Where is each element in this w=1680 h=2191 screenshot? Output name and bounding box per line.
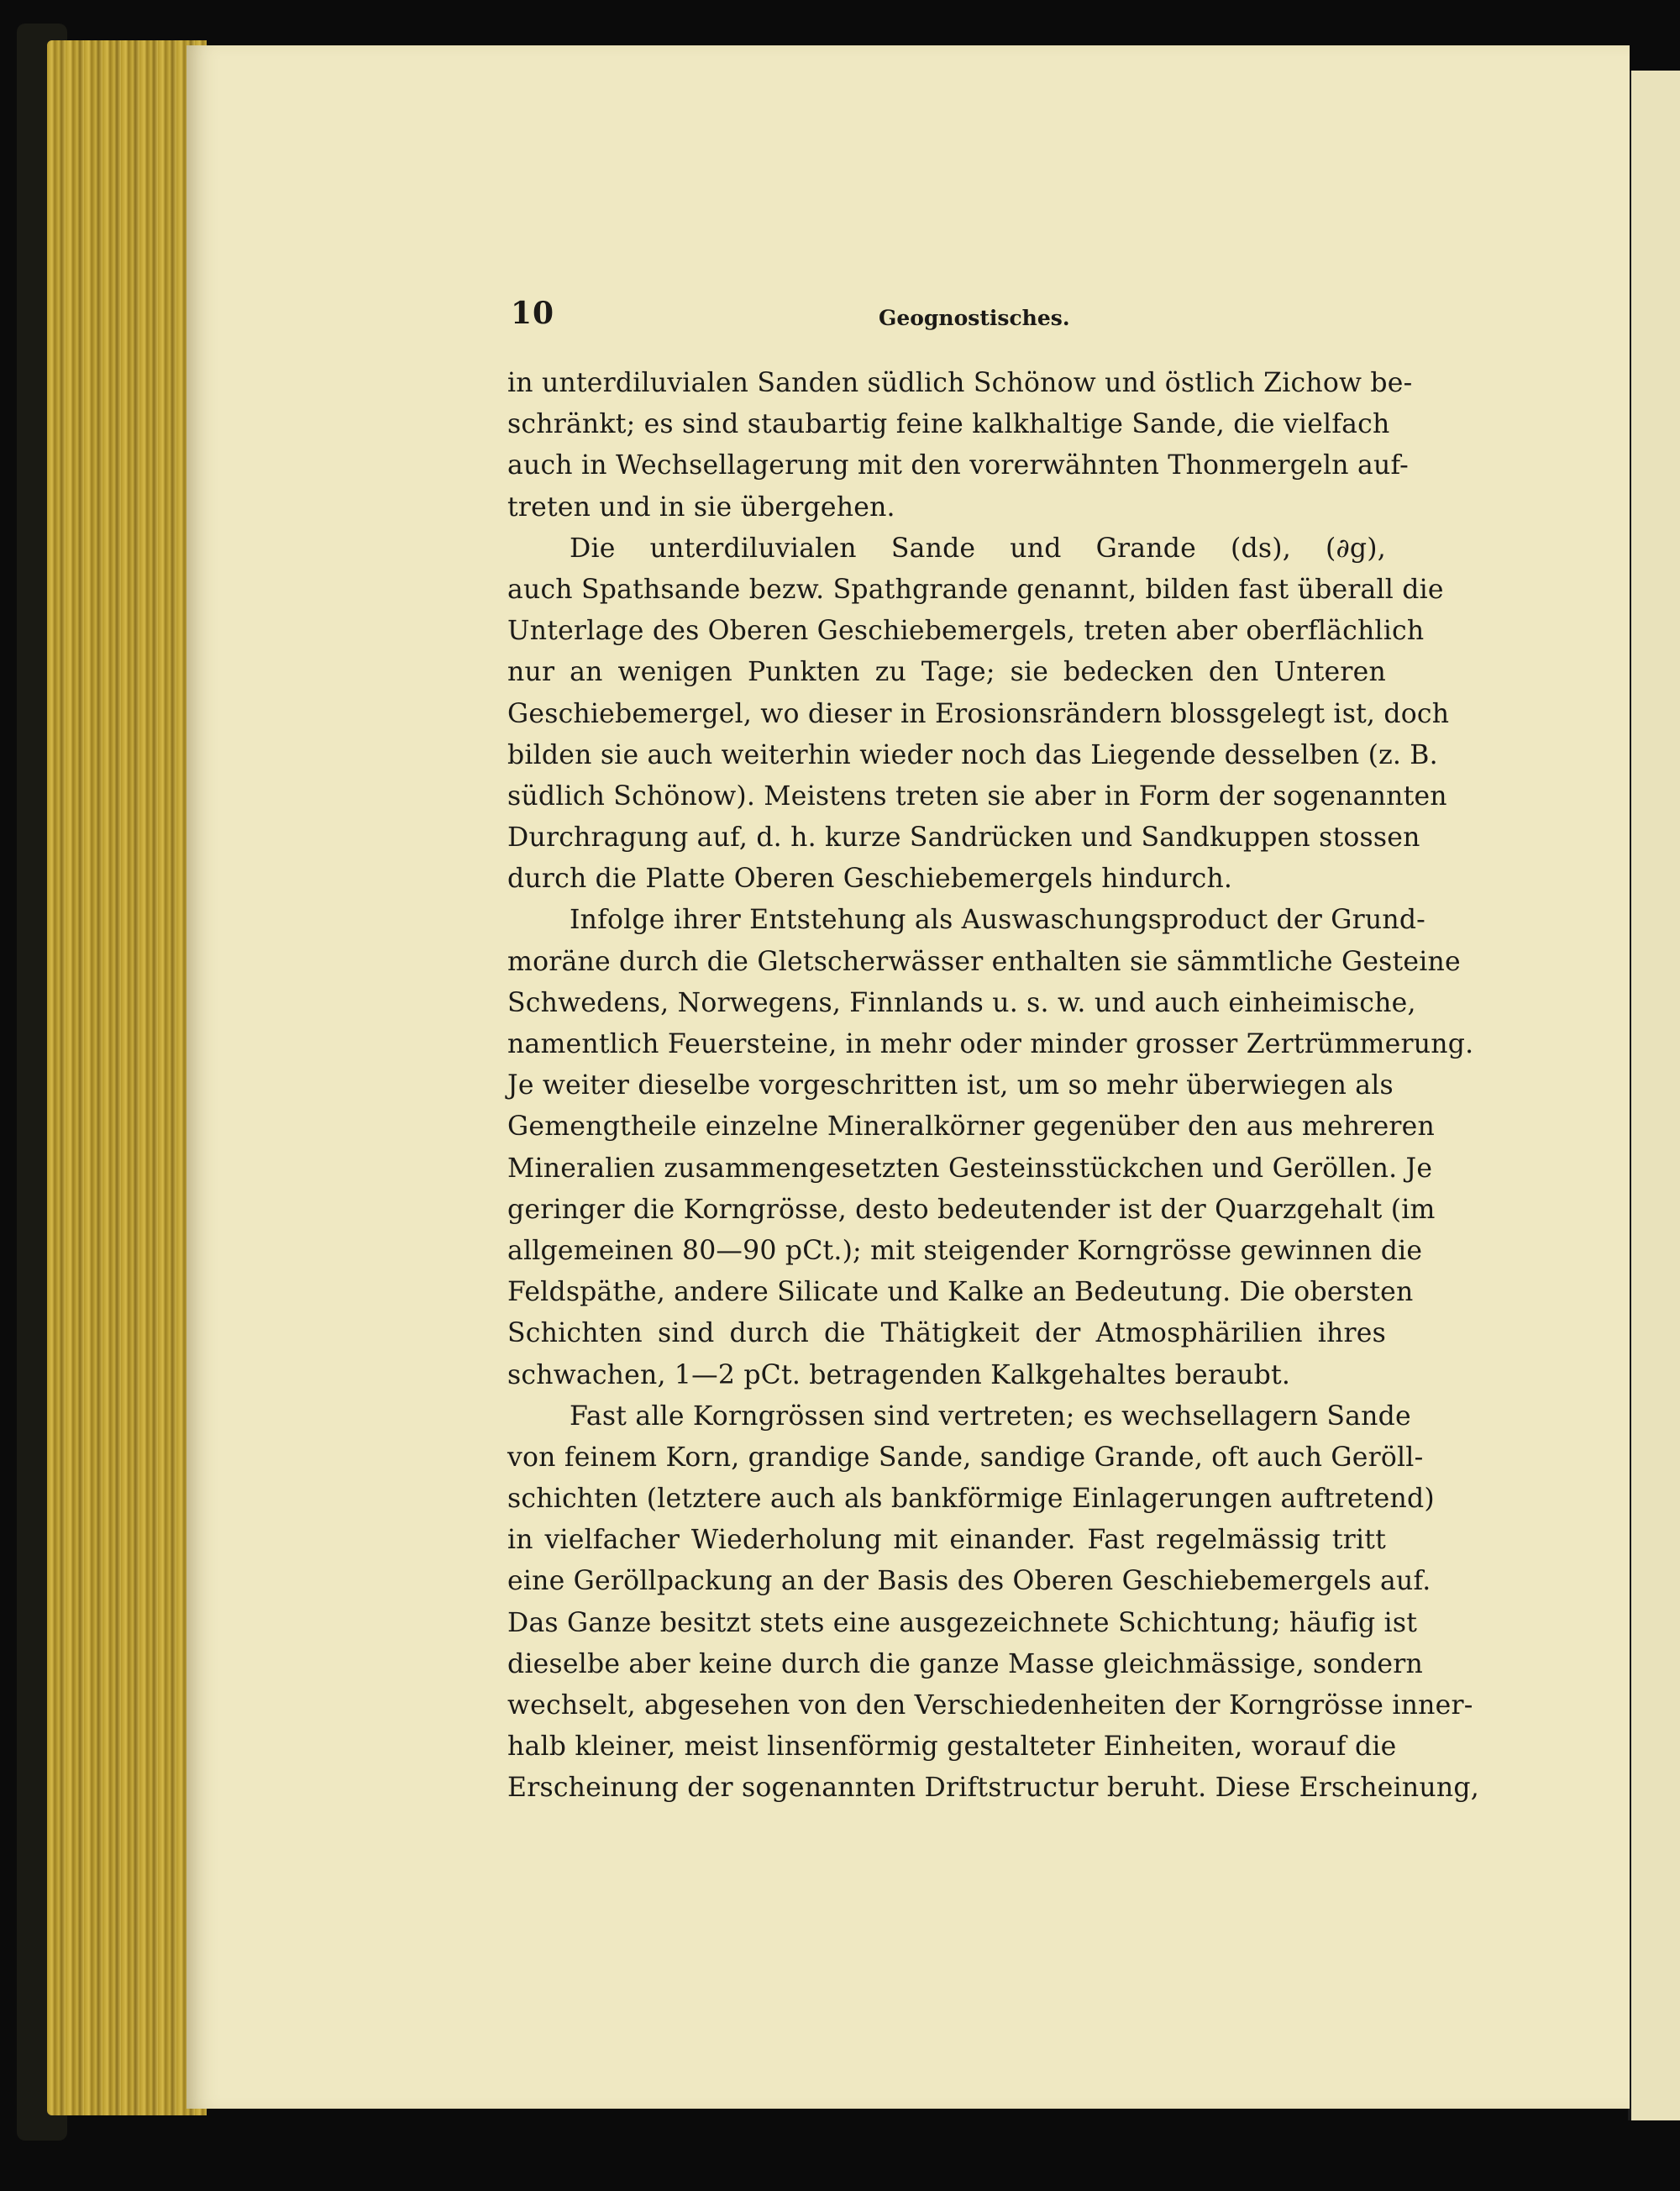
text-line: südlich Schönow). Meistens treten sie aber in Form der sogenannten — [507, 780, 1447, 812]
body-text — [507, 363, 1479, 1810]
text-line: halb kleiner, meist linsenförmig gestalteter Einheiten, worauf die — [507, 1731, 1397, 1763]
page-text-block — [507, 296, 1479, 1810]
text-line: Die unterdiluvialen Sande und Grande (ds), (∂g), — [570, 533, 1386, 564]
text-line: Unterlage des Oberen Geschiebemergels, treten aber oberflächlich — [507, 616, 1425, 647]
text-line: in unterdiluvialen Sanden südlich Schönow und östlich Zichow be- — [507, 368, 1413, 398]
text-line: nur an wenigen Punkten zu Tage; sie bedecken den Unteren — [507, 657, 1386, 688]
text-line: namentlich Feuersteine, in mehr oder minder grosser Zertrümmerung. — [507, 1029, 1474, 1059]
page-edges — [47, 40, 207, 2115]
text-line: Durchragung auf, d. h. kurze Sandrücken und Sandkuppen stossen — [507, 822, 1420, 854]
text-line: Fast alle Korngrössen sind vertreten; es wechsellagern Sande — [570, 1400, 1411, 1432]
text-line: Schwedens, Norwegens, Finnlands u. s. w. und auch einheimische, — [507, 987, 1416, 1018]
running-head: Geognostisches. — [879, 306, 1070, 330]
text-line: durch die Platte Oberen Geschiebemergels hindurch. — [507, 864, 1233, 895]
text-line: Gemengtheile einzelne Mineralkörner gegenüber den aus mehreren — [507, 1111, 1435, 1143]
text-line: Je weiter dieselbe vorgeschritten ist, um so mehr überwiegen als — [507, 1070, 1394, 1101]
facing-page-edge — [1628, 71, 1680, 2120]
text-line: Geschiebemergel, wo dieser in Erosionsrändern blossgelegt ist, doch — [507, 698, 1450, 729]
text-line: in vielfacher Wiederholung mit einander. Fast regelmässig tritt — [507, 1525, 1386, 1556]
text-line: Erscheinung der sogenannten Driftstructur beruht. Diese Erscheinung, — [507, 1773, 1479, 1804]
text-line: schränkt; es sind staubartig feine kalkhaltige Sande, die vielfach — [507, 409, 1390, 440]
text-line: geringer die Korngrösse, desto bedeutender ist der Quarzgehalt (im — [507, 1194, 1436, 1225]
text-line: wechselt, abgesehen von den Verschiedenheiten der Korngrösse inner- — [507, 1690, 1473, 1721]
text-line: von feinem Korn, grandige Sande, sandige Grande, oft auch Geröll- — [507, 1442, 1424, 1473]
text-line: treten und in sie übergehen. — [507, 491, 895, 523]
page-header — [507, 296, 1386, 341]
text-line: Schichten sind durch die Thätigkeit der Atmosphärilien ihres — [507, 1318, 1386, 1349]
text-line: Das Ganze besitzt stets eine ausgezeichnete Schichtung; häufig ist — [507, 1607, 1418, 1638]
text-line: eine Geröllpackung an der Basis des Oberen Geschiebemergels auf. — [507, 1566, 1431, 1597]
text-line: Infolge ihrer Entstehung als Auswaschungsproduct der Grund- — [570, 905, 1426, 936]
text-line: dieselbe aber keine durch die ganze Masse gleichmässige, sondern — [507, 1648, 1423, 1679]
text-line: Mineralien zusammengesetzten Gesteinsstückchen und Geröllen. Je — [507, 1153, 1433, 1184]
text-line: auch Spathsande bezw. Spathgrande genannt, bilden fast überall die — [507, 574, 1444, 605]
text-line: auch in Wechsellagerung mit den vorerwähnten Thonmergeln auf- — [507, 450, 1410, 481]
text-line: Feldspäthe, andere Silicate und Kalke an Bedeutung. Die obersten — [507, 1277, 1414, 1308]
page-number: 10 — [511, 296, 555, 331]
text-line: schichten (letztere auch als bankförmige Einlagerungen auftretend) — [507, 1484, 1435, 1515]
text-line: bilden sie auch weiterhin wieder noch das Liegende desselben (z. B. — [507, 739, 1438, 770]
text-line: schwachen, 1—2 pCt. betragenden Kalkgehaltes beraubt. — [507, 1359, 1291, 1390]
text-line: allgemeinen 80—90 pCt.); mit steigender Korngrösse gewinnen die — [507, 1235, 1423, 1266]
text-line: moräne durch die Gletscherwässer enthalten sie sämmtliche Gesteine — [507, 946, 1461, 977]
